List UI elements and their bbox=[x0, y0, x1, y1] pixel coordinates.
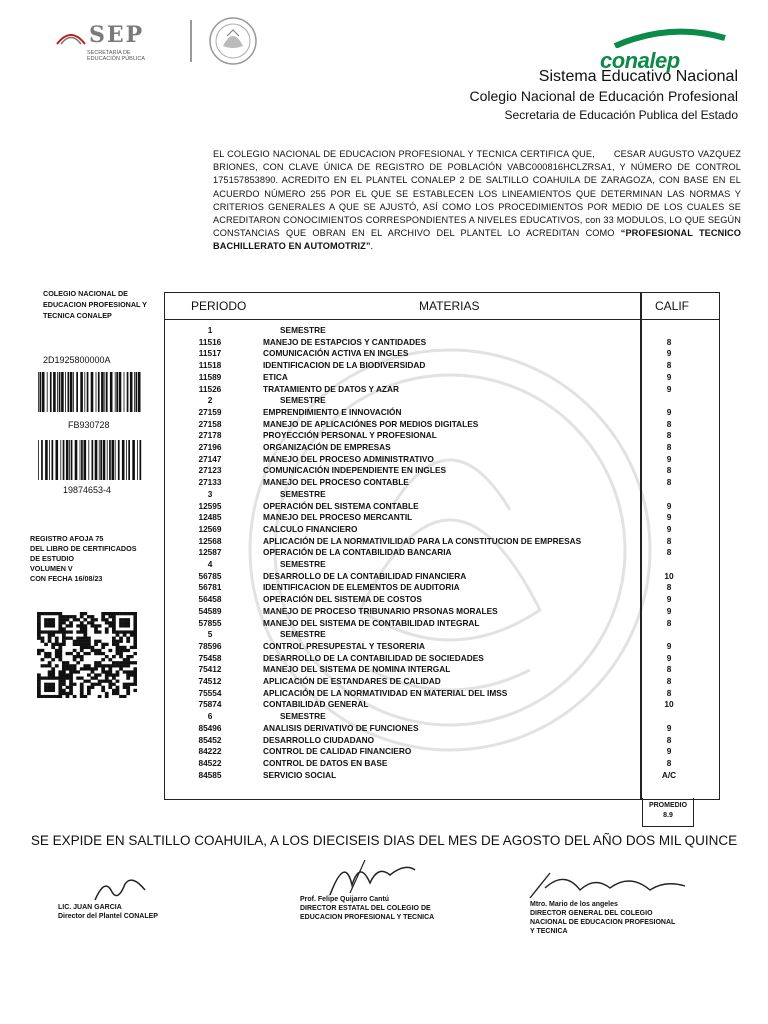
table-row bbox=[165, 419, 719, 431]
row-periodo: 27123 bbox=[198, 465, 222, 476]
table-row bbox=[165, 676, 719, 688]
table-row bbox=[165, 594, 719, 606]
table-row bbox=[165, 524, 719, 536]
signature-2-graphic bbox=[320, 855, 420, 900]
row-calif: 9 bbox=[666, 605, 672, 616]
row-periodo: 11589 bbox=[198, 371, 222, 382]
row-materia: SEMESTRE bbox=[280, 711, 326, 722]
sep-logo bbox=[55, 22, 185, 64]
table-row bbox=[165, 501, 719, 513]
header-line-2: Colegio Nacional de Educación Profesional bbox=[469, 88, 738, 104]
row-periodo: 11517 bbox=[198, 348, 222, 359]
row-calif: 9 bbox=[666, 383, 672, 394]
signature-1-graphic bbox=[90, 872, 150, 904]
row-materia: DESARROLLO CIUDADANO bbox=[263, 734, 375, 745]
row-materia: EMPRENDIMIENTO E INNOVACIÓN bbox=[263, 406, 402, 417]
row-periodo: 4 bbox=[207, 559, 213, 569]
semester-row bbox=[165, 559, 719, 571]
signature-1-name: LIC. JUAN GARCIA bbox=[58, 904, 122, 911]
table-row bbox=[165, 372, 719, 384]
registro-line-4: VOLUMEN V bbox=[30, 564, 73, 573]
table-row bbox=[165, 547, 719, 559]
table-row bbox=[165, 360, 719, 372]
row-calif: 10 bbox=[664, 699, 674, 710]
table-row bbox=[165, 430, 719, 442]
row-calif: 8 bbox=[666, 617, 672, 628]
mexico-seal-icon bbox=[205, 16, 261, 66]
row-materia: SEMESTRE bbox=[280, 325, 326, 335]
grades-table bbox=[164, 292, 720, 800]
row-calif: 8 bbox=[666, 465, 672, 476]
table-row bbox=[165, 348, 719, 360]
row-materia: APLICACIÓN DE ESTANDARES DE CALIDAD bbox=[263, 676, 441, 686]
row-materia: MANEJO DEL PROCESO MERCANTIL bbox=[263, 512, 413, 523]
signature-1-role: Director del Plantel CONALEP bbox=[58, 913, 158, 920]
row-materia: CONTROL DE DATOS EN BASE bbox=[263, 757, 388, 768]
row-periodo: 27133 bbox=[198, 477, 222, 488]
row-calif: 9 bbox=[666, 594, 672, 605]
row-periodo: 11526 bbox=[198, 383, 222, 394]
row-periodo: 11516 bbox=[198, 336, 222, 347]
row-calif: 8 bbox=[666, 547, 672, 558]
row-materia: IDENTIFICACION DE ELEMENTOS DE AUDITORIA bbox=[263, 582, 460, 593]
student-name: CESAR AUGUSTO VAZQUEZ BRIONES bbox=[213, 149, 742, 173]
table-row bbox=[165, 641, 719, 653]
row-calif: 8 bbox=[666, 676, 672, 686]
row-periodo: 27158 bbox=[198, 418, 222, 429]
promedio-value: 8.9 bbox=[663, 812, 673, 819]
table-row bbox=[165, 477, 719, 489]
table-row bbox=[165, 653, 719, 665]
registro-line-5: CON FECHA 16/08/23 bbox=[30, 574, 103, 583]
row-periodo: 27159 bbox=[198, 406, 222, 417]
curp: VABC000816HCLZRSA1 bbox=[507, 162, 612, 173]
row-calif: 10 bbox=[664, 570, 674, 581]
signature-3-role-2: NACIONAL DE EDUCACION PROFESIONAL bbox=[530, 919, 676, 926]
row-calif: 9 bbox=[666, 406, 672, 417]
row-periodo: 12569 bbox=[198, 523, 222, 534]
row-calif: 9 bbox=[666, 348, 672, 359]
signature-2-role-1: DIRECTOR ESTATAL DEL COLEGIO DE bbox=[300, 905, 431, 912]
signature-3 bbox=[530, 900, 675, 936]
row-periodo: 2 bbox=[207, 395, 213, 406]
certification-paragraph bbox=[213, 148, 741, 254]
row-calif: 8 bbox=[666, 336, 672, 347]
sep-subtitle-line2: EDUCACIÓN PÚBLICA bbox=[87, 56, 146, 62]
row-materia: CALCULO FINANCIERO bbox=[263, 523, 358, 534]
table-row bbox=[165, 536, 719, 548]
row-periodo: 78596 bbox=[198, 640, 222, 651]
conalep-logo-text: conalep bbox=[600, 48, 680, 73]
intro-text-2: , CON CLAVE ÚNICA DE REGISTRO DE POBLACIÓN bbox=[255, 162, 508, 173]
row-calif: 9 bbox=[666, 652, 672, 663]
row-materia: MANEJO DEL SISTEMA DE NOMINA INTERGAL bbox=[263, 664, 451, 675]
signature-2-name: Prof. Felipe Quijarro Cantú bbox=[300, 896, 390, 903]
row-periodo: 84585 bbox=[198, 769, 222, 780]
row-calif: 8 bbox=[666, 535, 672, 546]
row-materia: MANEJO DEL PROCESO CONTABLE bbox=[263, 477, 409, 488]
table-row bbox=[165, 618, 719, 630]
barcode-2 bbox=[38, 440, 144, 480]
row-periodo: 1 bbox=[207, 325, 213, 335]
barcode-2-code: 19874653-4 bbox=[63, 485, 112, 495]
row-materia: ETICA bbox=[263, 371, 288, 382]
table-row bbox=[165, 384, 719, 396]
row-materia: APLICACIÓN DE LA NORMATIVILIDAD PARA LA CONSTITUCION DE EMPRESAS bbox=[263, 535, 582, 546]
row-calif: 8 bbox=[666, 757, 672, 768]
conalep-logo bbox=[600, 28, 740, 73]
row-materia: OPERACIÓN DEL SISTEMA DE COSTOS bbox=[263, 594, 422, 605]
issuance-statement: SE EXPIDE EN SALTILLO COAHUILA, A LOS DIECISEIS DIAS DEL MES DE AGOSTO DEL AÑO DOS MIL QUINCE bbox=[30, 833, 738, 848]
sep-subtitle-line1: SECRETARÍA DE bbox=[87, 50, 131, 56]
row-materia: IDENTIFICACION DE LA BIODIVERSIDAD bbox=[263, 360, 426, 371]
semester-row bbox=[165, 395, 719, 407]
conalep-swoosh-icon bbox=[610, 28, 730, 48]
row-materia: OPERACIÓN DE LA CONTABILIDAD BANCARIA bbox=[263, 547, 452, 558]
row-periodo: 27178 bbox=[198, 430, 222, 441]
row-periodo: 84522 bbox=[198, 757, 222, 768]
row-materia: SEMESTRE bbox=[280, 395, 326, 406]
row-periodo: 6 bbox=[207, 711, 213, 722]
row-materia: CONTROL DE CALIDAD FINANCIERO bbox=[263, 746, 412, 757]
row-periodo: 57855 bbox=[198, 617, 222, 628]
row-materia: DESARROLLO DE LA CONTABILIDAD FINANCIERA bbox=[263, 570, 467, 581]
promedio-label: PROMEDIO bbox=[648, 802, 688, 809]
row-periodo: 56781 bbox=[198, 582, 222, 593]
row-periodo: 3 bbox=[207, 488, 213, 499]
barcode-1-code: FB930728 bbox=[68, 420, 110, 430]
row-periodo: 27147 bbox=[198, 453, 222, 464]
header-line-3: Secretaria de Educación Publica del Estado bbox=[504, 108, 738, 122]
column-calif: CALIF bbox=[655, 299, 690, 313]
row-materia: APLICACIÓN DE LA NORMATIVIDAD EN MATERIAL DEL IMSS bbox=[263, 687, 508, 698]
row-calif: A/C bbox=[661, 769, 677, 780]
row-materia: SEMESTRE bbox=[280, 629, 326, 640]
row-periodo: 56458 bbox=[198, 594, 222, 605]
row-materia: SEMESTRE bbox=[280, 488, 326, 499]
registro-line-1: REGISTRO AFOJA 75 bbox=[30, 534, 104, 543]
row-calif: 9 bbox=[666, 512, 672, 523]
row-calif: 8 bbox=[666, 664, 672, 675]
row-periodo: 56785 bbox=[198, 570, 222, 581]
row-materia: CONTROL PRESUPESTAL Y TESORERIA bbox=[263, 640, 425, 651]
row-calif: 8 bbox=[666, 360, 672, 371]
row-materia: MANEJO DEL SISTEMA DE CONTABILIDAD INTEGRAL bbox=[263, 617, 480, 628]
table-row bbox=[165, 664, 719, 676]
institution-label: COLEGIO NACIONAL DE EDUCACION PROFESIONAL Y TECNICA CONALEP bbox=[43, 289, 147, 320]
row-calif: 9 bbox=[666, 453, 672, 464]
table-row bbox=[165, 699, 719, 711]
row-materia: PROYECCIÓN PERSONAL Y PROFESIONAL bbox=[263, 430, 437, 441]
semester-row bbox=[165, 629, 719, 641]
signature-3-graphic bbox=[520, 868, 690, 902]
sep-subtitle bbox=[87, 50, 185, 62]
row-materia: TRATAMIENTO DE DATOS Y AZAR bbox=[263, 383, 399, 394]
sep-logo-text: SEP bbox=[89, 22, 145, 48]
row-calif: 9 bbox=[666, 371, 672, 382]
column-materias: MATERIAS bbox=[419, 299, 480, 313]
row-materia: MANEJO DE PROCESO TRIBUNARIO PRSONAS MORALES bbox=[263, 605, 498, 616]
row-periodo: 11518 bbox=[198, 360, 222, 371]
column-periodo: PERIODO bbox=[191, 299, 247, 313]
logo-divider bbox=[190, 20, 192, 62]
semester-row bbox=[165, 325, 719, 337]
row-materia: MANEJO DEL PROCESO ADMINISTRATIVO bbox=[263, 453, 434, 464]
signature-3-role-3: Y TECNICA bbox=[530, 928, 568, 935]
signature-1 bbox=[58, 903, 158, 921]
row-periodo: 12587 bbox=[198, 547, 222, 558]
row-materia: SERVICIO SOCIAL bbox=[263, 769, 337, 780]
row-calif: 9 bbox=[666, 640, 672, 651]
table-row bbox=[165, 465, 719, 477]
row-calif: 9 bbox=[666, 500, 672, 511]
signature-3-role-1: DIRECTOR GENERAL DEL COLEGIO bbox=[530, 910, 653, 917]
barcode-1 bbox=[38, 372, 144, 412]
row-periodo: 84222 bbox=[198, 746, 222, 757]
row-materia: MANEJO DE APLICACIÓNES POR MEDIOS DIGITALES bbox=[263, 418, 479, 429]
table-row bbox=[165, 735, 719, 747]
table-row bbox=[165, 407, 719, 419]
signature-2 bbox=[300, 895, 434, 922]
row-materia: CONTABILIDAD GENERAL bbox=[263, 699, 369, 710]
row-periodo: 54589 bbox=[198, 605, 222, 616]
table-row bbox=[165, 770, 719, 782]
row-periodo: 74512 bbox=[198, 676, 222, 686]
row-calif: 8 bbox=[666, 418, 672, 429]
row-periodo: 75458 bbox=[198, 652, 222, 663]
row-periodo: 75874 bbox=[198, 699, 222, 710]
signature-2-role-2: EDUCACION PROFESIONAL Y TECNICA bbox=[300, 914, 435, 921]
row-materia: DESARROLLO DE LA CONTABILIDAD DE SOCIEDADES bbox=[263, 652, 484, 663]
row-periodo: 75554 bbox=[198, 687, 222, 698]
row-materia: ORGANIZACIÓN DE EMPRESAS bbox=[263, 442, 391, 452]
table-row bbox=[165, 746, 719, 758]
qr-code bbox=[37, 612, 137, 698]
signature-3-name: Mtro. Mario de los angeles bbox=[530, 901, 618, 908]
table-header bbox=[165, 293, 719, 320]
header-line-1: Sistema Educativo Nacional bbox=[538, 68, 738, 85]
row-materia: SEMESTRE bbox=[280, 559, 326, 569]
table-row bbox=[165, 582, 719, 594]
sep-emblem-icon bbox=[55, 26, 87, 48]
table-row bbox=[165, 723, 719, 735]
row-calif: 8 bbox=[666, 430, 672, 441]
row-calif: 8 bbox=[666, 442, 672, 452]
intro-text-3: , Y NÚMERO DE CONTROL 175157853890. ACREDITO EN EL PLANTEL CONALEP 2 DE SALTILLO COAHUILA DE ZARAGOZA, CON BASE EN EL ACUERDO NÚMERO 255 POR EL QUE SE ESTABLECEN LOS LINEAMIENTOS QUE DETERMINAN LAS NORMAS Y CRITERIOS GENERALES A QUE SE AJUSTÓ, ASÍ COMO LOS PROCEDIMIENTOS POR MEDIO DE LOS CUALES SE ACREDITARON CONOCIMIENTOS CORRESPONDIENTES A NIVELES EDUCATIVOS, con 33 MODULOS, LO QUE SEGÚN CONSTANCIAS QUE OBRAN EN EL ARCHIVO DEL PLANTEL LO ACREDITAN COMO bbox=[213, 162, 741, 239]
folio-code: 2D1925800000A bbox=[43, 355, 111, 365]
row-materia: OPERACIÓN DEL SISTEMA CONTABLE bbox=[263, 500, 419, 511]
row-calif: 9 bbox=[666, 523, 672, 534]
row-calif: 8 bbox=[666, 734, 672, 745]
row-calif: 8 bbox=[666, 687, 672, 698]
row-periodo: 85496 bbox=[198, 722, 222, 733]
intro-text-1: EL COLEGIO NACIONAL DE EDUCACION PROFESIONAL Y TECNICA CERTIFICA QUE, bbox=[213, 149, 595, 159]
table-row bbox=[165, 337, 719, 349]
row-periodo: 85452 bbox=[198, 734, 222, 745]
table-row bbox=[165, 688, 719, 700]
registro-line-3: DE ESTUDIO bbox=[30, 554, 74, 563]
intro-text-4: . bbox=[370, 241, 374, 252]
degree-title: “PROFESIONAL TECNICO BACHILLERATO EN AUTOMOTRIZ” bbox=[213, 228, 741, 252]
row-materia: ANALISIS DERIVATIVO DE FUNCIONES bbox=[263, 722, 419, 733]
table-row bbox=[165, 442, 719, 454]
table-row bbox=[165, 454, 719, 466]
registro-info bbox=[30, 534, 170, 584]
row-periodo: 12568 bbox=[198, 535, 222, 546]
row-calif: 9 bbox=[666, 746, 672, 757]
semester-row bbox=[165, 489, 719, 501]
row-calif: 8 bbox=[666, 477, 672, 488]
row-calif: 9 bbox=[666, 722, 672, 733]
table-row bbox=[165, 512, 719, 524]
table-row bbox=[165, 606, 719, 618]
row-materia: COMUNICACIÓN INDEPENDIENTE EN INGLES bbox=[263, 465, 447, 476]
row-periodo: 12595 bbox=[198, 500, 222, 511]
registro-line-2: DEL LIBRO DE CERTIFICADOS bbox=[30, 544, 137, 553]
semester-row bbox=[165, 711, 719, 723]
promedio-box bbox=[642, 798, 694, 827]
table-row bbox=[165, 758, 719, 770]
row-calif: 8 bbox=[666, 582, 672, 593]
row-periodo: 12485 bbox=[198, 512, 222, 523]
row-periodo: 75412 bbox=[198, 664, 222, 675]
row-periodo: 27196 bbox=[198, 442, 222, 452]
row-periodo: 5 bbox=[207, 629, 213, 640]
row-materia: MANEJO DE ESTAPCIOS Y CANTIDADES bbox=[263, 336, 427, 347]
row-materia: COMUNICACIÓN ACTIVA EN INGLES bbox=[263, 348, 409, 359]
table-row bbox=[165, 571, 719, 583]
